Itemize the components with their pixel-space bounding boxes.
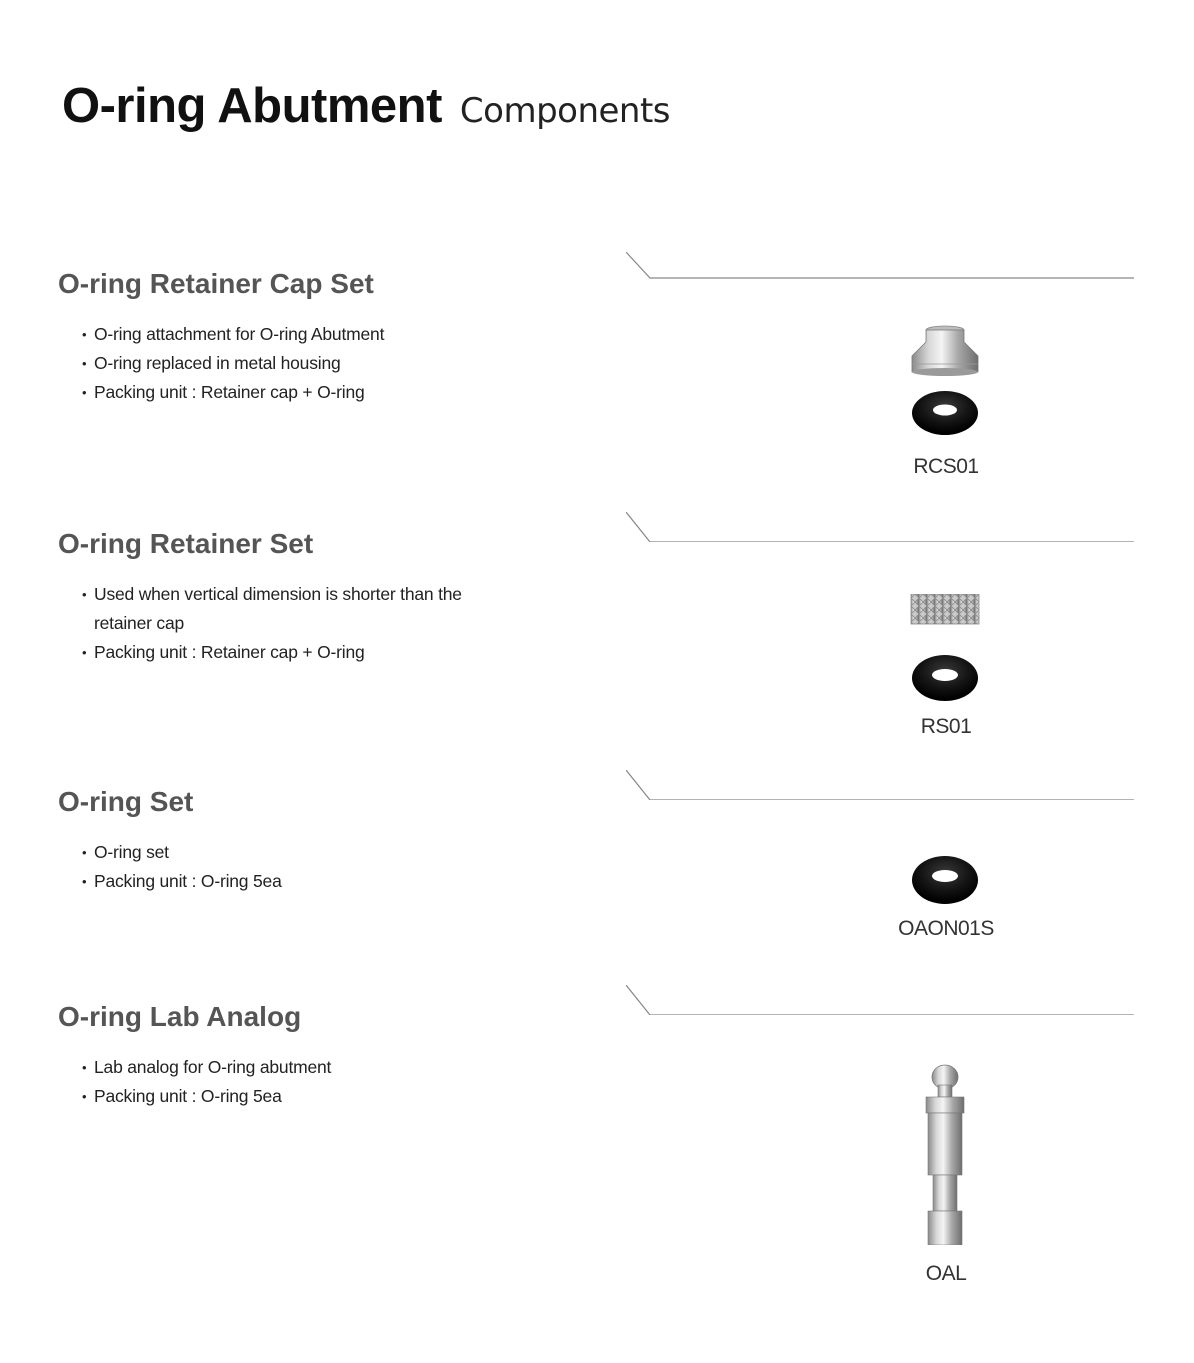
- feature-item: • Packing unit : Retainer cap + O-ring: [82, 378, 462, 407]
- section-divider: [626, 770, 1136, 800]
- section-title: O-ring Retainer Cap Set: [58, 268, 374, 299]
- feature-item: • Lab analog for O-ring abutment: [82, 1053, 462, 1082]
- page-title: O-ring Abutment: [62, 79, 442, 133]
- feature-list: [82, 320, 462, 407]
- feature-item: • Packing unit : O-ring 5ea: [82, 867, 462, 896]
- section-divider: [626, 252, 1136, 282]
- feature-item: • Used when vertical dimension is shorter than the retainer cap: [82, 580, 462, 638]
- feature-list: [82, 1053, 462, 1111]
- feature-item: • Packing unit : O-ring 5ea: [82, 1082, 462, 1111]
- product-code: RS01: [920, 715, 972, 738]
- feature-item: • O-ring set: [82, 838, 462, 867]
- section-title: O-ring Lab Analog: [58, 1001, 302, 1032]
- lab-analog-image: [895, 1063, 995, 1245]
- retainer-sleeve-icon: [911, 594, 979, 624]
- feature-item: • O-ring replaced in metal housing: [82, 349, 462, 378]
- page-header: [62, 78, 670, 134]
- section-title: O-ring Retainer Set: [58, 528, 314, 559]
- section-divider: [626, 985, 1136, 1015]
- product-code: RCS01: [913, 455, 979, 478]
- o-ring-icon: [912, 655, 978, 701]
- product-code: OAL: [925, 1262, 967, 1285]
- o-ring-icon: [912, 391, 978, 435]
- o-ring-image: [895, 854, 995, 906]
- feature-list: [82, 838, 462, 896]
- retainer-cap-icon: [912, 326, 978, 376]
- page-subtitle: Components: [459, 91, 671, 131]
- section-title: O-ring Set: [58, 786, 194, 817]
- product-code: OAON01S: [898, 917, 994, 940]
- retainer-o-ring-image: [895, 594, 995, 704]
- retainer-cap-o-ring-image: [895, 324, 995, 439]
- feature-item: • O-ring attachment for O-ring Abutment: [82, 320, 462, 349]
- o-ring-icon: [912, 856, 978, 904]
- section-divider: [626, 512, 1136, 542]
- lab-analog-icon: [926, 1065, 964, 1245]
- feature-list: [82, 580, 462, 667]
- feature-item: • Packing unit : Retainer cap + O-ring: [82, 638, 462, 667]
